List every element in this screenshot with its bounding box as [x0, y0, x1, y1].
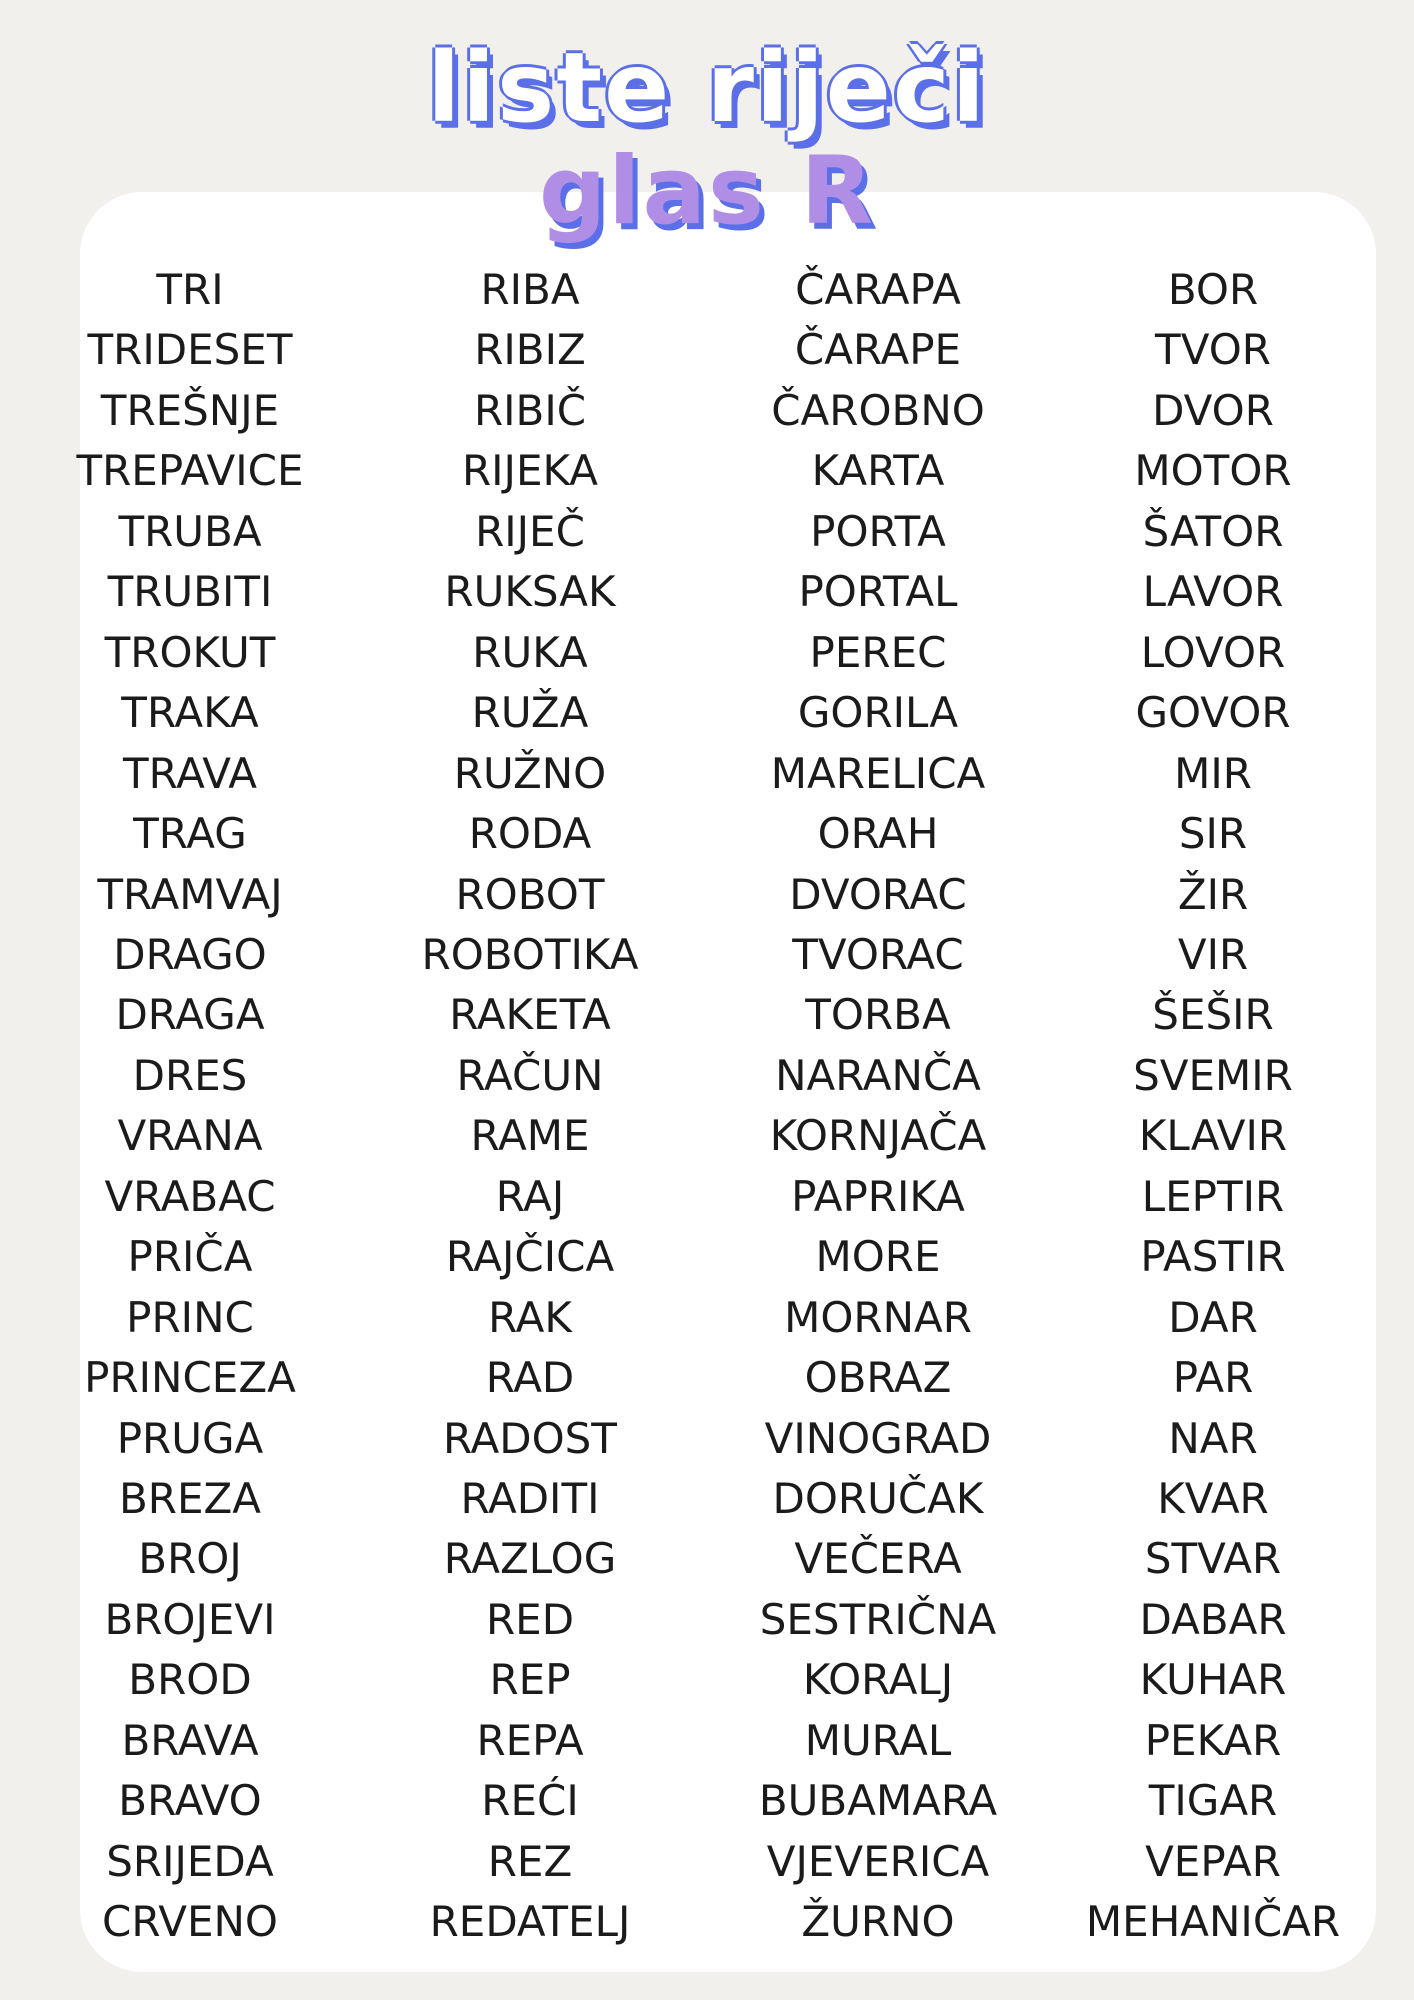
word-item: RAZLOG — [443, 1534, 617, 1584]
word-item: BROD — [128, 1655, 252, 1705]
word-item: TRAG — [133, 809, 247, 859]
word-item: REP — [489, 1655, 571, 1705]
word-item: RADITI — [460, 1474, 600, 1523]
word-item: ŠATOR — [1142, 506, 1284, 556]
word-item: RAK — [488, 1292, 572, 1342]
word-item: RODA — [468, 809, 592, 859]
word-item: VIR — [1177, 929, 1249, 979]
word-item: CRVENO — [102, 1897, 278, 1947]
word-item: RIJEKA — [461, 446, 599, 496]
word-item: TRAKA — [121, 688, 259, 738]
word-item: TVORAC — [792, 929, 964, 979]
word-item: BROJ — [138, 1534, 242, 1584]
word-item: VRANA — [117, 1111, 263, 1161]
word-item: DVORAC — [789, 869, 967, 919]
word-item: TIGAR — [1148, 1776, 1278, 1826]
word-item: VEČERA — [794, 1534, 962, 1584]
word-item: MORE — [815, 1232, 941, 1282]
word-item: BRAVO — [118, 1776, 262, 1826]
word-item: DRES — [132, 1050, 248, 1100]
word-item: TRIDESET — [87, 325, 293, 375]
word-item: DAR — [1168, 1292, 1258, 1342]
word-item: SVEMIR — [1133, 1050, 1293, 1100]
word-item: ŽURNO — [801, 1897, 955, 1947]
word-item: PRINCEZA — [84, 1353, 296, 1403]
word-item: SRIJEDA — [106, 1836, 274, 1886]
word-item: TRAMVAJ — [97, 869, 283, 919]
page-title: liste riječi — [427, 32, 987, 144]
word-item: BREZA — [118, 1474, 262, 1523]
word-item: KARTA — [811, 446, 945, 496]
word-item: DRAGO — [113, 929, 267, 979]
word-item: RAJ — [495, 1171, 565, 1221]
word-item: DABAR — [1139, 1594, 1287, 1644]
word-item: BROJEVI — [104, 1594, 276, 1644]
word-item: TREPAVICE — [76, 446, 304, 496]
word-item: PAR — [1172, 1353, 1254, 1403]
word-item: ČARAPE — [794, 325, 962, 375]
word-item: VINOGRAD — [764, 1413, 992, 1463]
word-item: VRABAC — [104, 1171, 276, 1221]
word-item: RED — [485, 1594, 575, 1644]
word-item: RAČUN — [456, 1050, 604, 1100]
word-item: PORTA — [810, 506, 946, 556]
word-item: PRIČA — [127, 1232, 253, 1282]
word-item: NARANČA — [775, 1050, 981, 1100]
word-item: SIR — [1178, 809, 1248, 859]
word-item: BUBAMARA — [758, 1776, 998, 1826]
word-item: TRI — [156, 265, 224, 314]
word-item: ŽIR — [1177, 869, 1249, 919]
word-item: TROKUT — [104, 627, 276, 677]
word-item: LEPTIR — [1141, 1171, 1285, 1221]
word-item: MARELICA — [770, 748, 986, 798]
word-item: GORILA — [797, 688, 959, 738]
word-item: ČAROBNO — [771, 385, 985, 435]
word-item: TRUBITI — [107, 567, 273, 617]
word-item: RUKSAK — [444, 567, 616, 617]
word-item: ROBOT — [455, 869, 605, 919]
word-item: KVAR — [1157, 1474, 1269, 1523]
word-item: TORBA — [805, 990, 951, 1040]
word-item: MIR — [1174, 748, 1252, 798]
word-item: VJEVERICA — [766, 1836, 990, 1886]
word-item: MORNAR — [784, 1292, 972, 1342]
word-item: PASTIR — [1140, 1232, 1286, 1282]
word-item: RIJEČ — [475, 506, 585, 556]
word-item: REDATELJ — [429, 1897, 631, 1947]
word-item: REPA — [476, 1715, 584, 1765]
word-item: BOR — [1167, 265, 1259, 314]
word-item: STVAR — [1144, 1534, 1282, 1584]
word-item: RIBA — [480, 265, 580, 314]
word-item: KLAVIR — [1138, 1111, 1288, 1161]
word-item: KORALJ — [802, 1655, 954, 1705]
word-item: TRAVA — [123, 748, 257, 798]
word-item: PAPRIKA — [791, 1171, 965, 1221]
word-item: BRAVA — [121, 1715, 259, 1765]
word-item: PEKAR — [1144, 1715, 1282, 1765]
word-item: RUŽNO — [453, 748, 607, 798]
word-item: NAR — [1168, 1413, 1258, 1463]
word-item: RAME — [470, 1111, 590, 1161]
word-item: KORNJAČA — [769, 1111, 987, 1161]
word-item: RIBIČ — [473, 385, 587, 435]
word-item: RIBIZ — [474, 325, 586, 375]
word-item: ČARAPA — [795, 265, 961, 314]
word-item: PRUGA — [116, 1413, 264, 1463]
word-item: ROBOTIKA — [421, 929, 639, 979]
word-item: KUHAR — [1139, 1655, 1287, 1705]
word-item: ORAH — [817, 809, 939, 859]
word-item: LOVOR — [1140, 627, 1286, 677]
word-item: TRUBA — [118, 506, 262, 556]
word-item: REZ — [487, 1836, 573, 1886]
word-item: TVOR — [1155, 325, 1271, 375]
word-item: PRINC — [126, 1292, 254, 1342]
word-item: LAVOR — [1142, 567, 1284, 617]
word-item: DVOR — [1152, 385, 1274, 435]
word-item: PORTAL — [798, 567, 958, 617]
page-subtitle: glas R — [539, 137, 875, 246]
word-item: RAKETA — [449, 990, 611, 1040]
word-item: RUKA — [472, 627, 588, 677]
word-item: MOTOR — [1134, 446, 1292, 496]
word-item: RADOST — [443, 1413, 617, 1463]
word-item: DORUČAK — [772, 1474, 984, 1523]
word-item: RAJČICA — [445, 1232, 615, 1282]
word-item: ŠEŠIR — [1152, 990, 1274, 1040]
word-item: RAD — [485, 1353, 575, 1403]
word-item: TREŠNJE — [100, 385, 280, 435]
word-item: OBRAZ — [804, 1353, 952, 1403]
word-item: GOVOR — [1135, 688, 1291, 738]
word-item: SESTRIČNA — [759, 1594, 997, 1644]
word-item: MURAL — [804, 1715, 952, 1765]
word-item: PEREC — [809, 627, 947, 677]
word-item: MEHANIČAR — [1085, 1897, 1341, 1947]
word-item: RUŽA — [471, 688, 589, 738]
word-item: REĆI — [481, 1776, 579, 1826]
word-item: VEPAR — [1145, 1836, 1281, 1886]
word-item: DRAGA — [115, 990, 265, 1040]
